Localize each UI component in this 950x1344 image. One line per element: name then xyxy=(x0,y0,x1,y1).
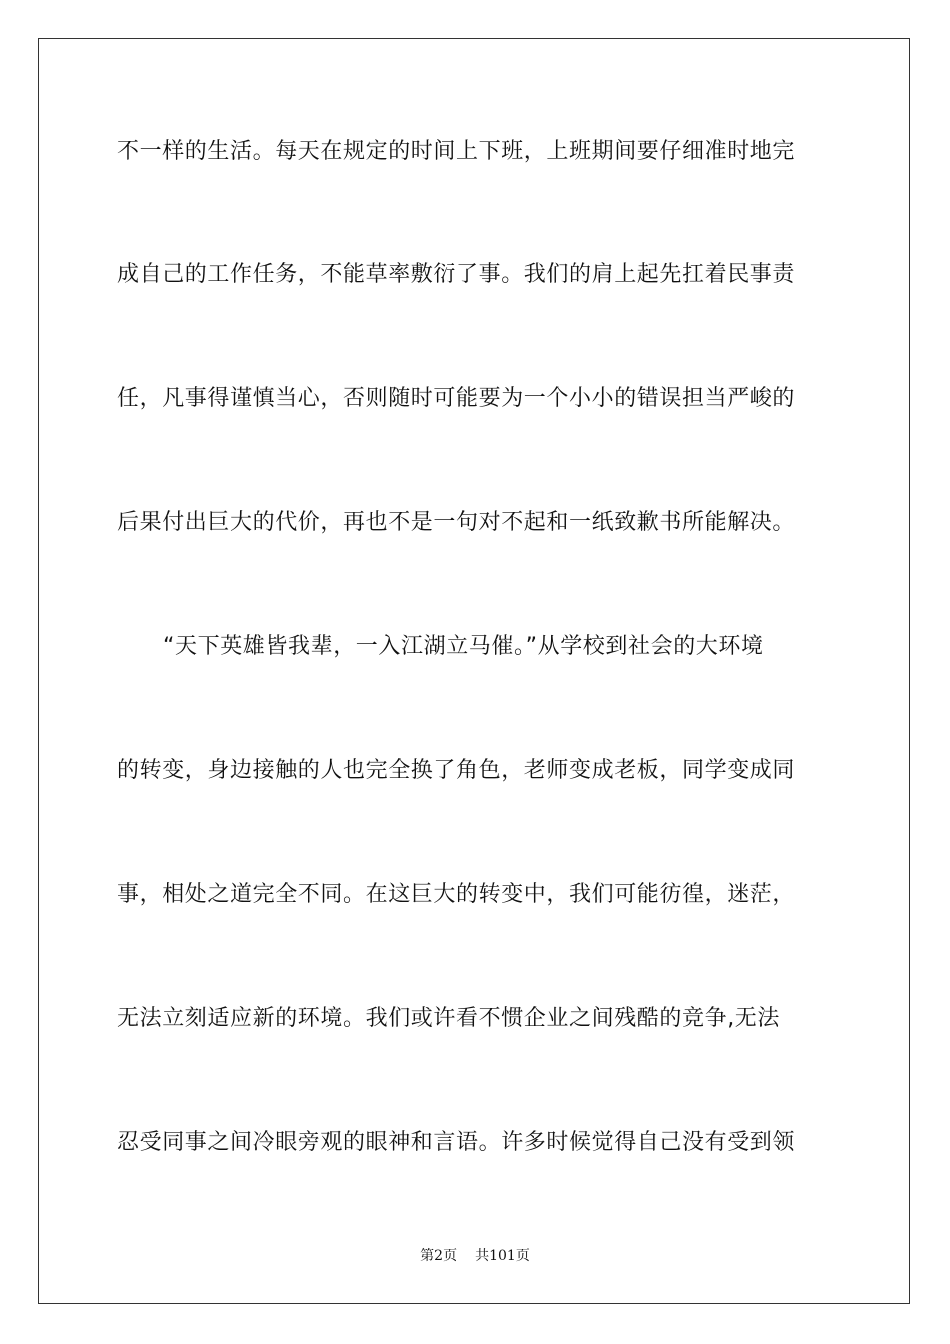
text-line: 事，相处之道完全不同。在这巨大的转变中，我们可能彷徨，迷茫， xyxy=(117,882,796,907)
paragraph-start-line: “天下英雄皆我辈，一入江湖立马催。”从学校到社会的大环境 xyxy=(163,634,764,659)
page-border xyxy=(38,38,910,1304)
page-footer xyxy=(0,1247,950,1265)
text-line: 的转变，身边接触的人也完全换了角色，老师变成老板，同学变成同 xyxy=(117,758,796,783)
text-line: 忍受同事之间冷眼旁观的眼神和言语。许多时候觉得自己没有受到领 xyxy=(117,1130,796,1155)
text-line: 不一样的生活。每天在规定的时间上下班，上班期间要仔细准时地完 xyxy=(117,139,796,164)
text-line: 成自己的工作任务，不能草率敷衍了事。我们的肩上起先扛着民事责 xyxy=(117,262,796,287)
text-line: 无法立刻适应新的环境。我们或许看不惯企业之间残酷的竞争,无法 xyxy=(117,1006,780,1031)
page-number: 第2页 xyxy=(420,1248,458,1264)
text-line: 后果付出巨大的代价，再也不是一句对不起和一纸致歉书所能解决。 xyxy=(117,510,796,535)
text-line: 任，凡事得谨慎当心，否则随时可能要为一个小小的错误担当严峻的 xyxy=(117,386,796,411)
page-total: 共101页 xyxy=(475,1248,530,1264)
